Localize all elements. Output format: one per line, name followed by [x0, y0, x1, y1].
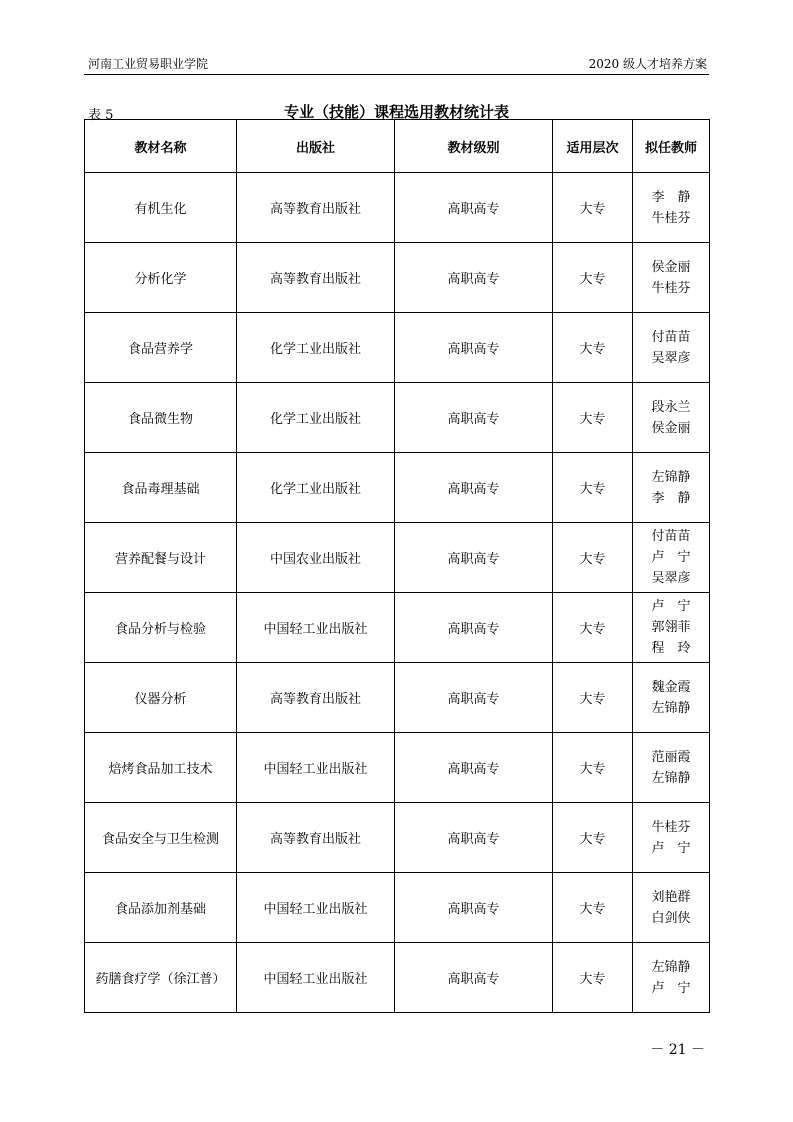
textbook-table: [84, 119, 710, 1013]
textbook-level-cell: 高职高专: [395, 173, 553, 243]
teacher-name: 侯金丽: [651, 420, 691, 436]
textbook-name-cell: 焙烤食品加工技术: [85, 733, 237, 803]
column-header-applicable-tier: 适用层次: [553, 120, 633, 173]
table-row: [85, 313, 710, 383]
textbook-name-cell: 食品营养学: [85, 313, 237, 383]
applicable-tier-cell: 大专: [553, 593, 633, 663]
applicable-tier-cell: 大专: [553, 243, 633, 313]
teacher-name: 刘艳群: [651, 889, 691, 905]
textbook-level-cell: 高职高专: [395, 243, 553, 313]
teacher-name: 吴翠彦: [651, 571, 691, 586]
publisher-cell: 中国农业出版社: [237, 523, 395, 593]
table-label: 表 5: [88, 108, 114, 123]
teacher-name: 段永兰: [651, 399, 691, 415]
teachers-cell: [633, 663, 710, 733]
textbook-level-cell: 高职高专: [395, 523, 553, 593]
publisher-cell: 化学工业出版社: [237, 383, 395, 453]
teacher-name: 程 玲: [651, 641, 691, 656]
teacher-name: 郭翎菲: [651, 620, 691, 635]
publisher-cell: 高等教育出版社: [237, 173, 395, 243]
textbook-name-cell: 食品分析与检验: [85, 593, 237, 663]
teacher-list: [651, 596, 690, 659]
teacher-name: 卢 宁: [651, 550, 691, 565]
table-row: [85, 453, 710, 523]
applicable-tier-cell: 大专: [553, 173, 633, 243]
teacher-name: 白剑侠: [651, 910, 691, 926]
teacher-name: 李 静: [651, 189, 691, 205]
publisher-cell: 中国轻工业出版社: [237, 943, 395, 1013]
applicable-tier-cell: 大专: [553, 663, 633, 733]
table-header-row: [85, 120, 710, 173]
teacher-list: [651, 467, 690, 509]
table-body: [85, 173, 710, 1013]
table-row: [85, 593, 710, 663]
table-row: [85, 243, 710, 313]
textbook-level-cell: 高职高专: [395, 593, 553, 663]
teacher-name: 牛桂芬: [651, 210, 691, 226]
teachers-cell: [633, 243, 710, 313]
teachers-cell: [633, 733, 710, 803]
teacher-name: 魏金霞: [651, 679, 691, 695]
table-row: [85, 523, 710, 593]
table-row: [85, 383, 710, 453]
teacher-list: [651, 817, 690, 859]
table-title: 专业（技能）课程选用教材统计表: [283, 103, 509, 121]
textbook-level-cell: 高职高专: [395, 733, 553, 803]
publisher-cell: 高等教育出版社: [237, 803, 395, 873]
applicable-tier-cell: 大专: [553, 523, 633, 593]
publisher-cell: 高等教育出版社: [237, 663, 395, 733]
teacher-name: 卢 宁: [651, 840, 691, 856]
textbook-level-cell: 高职高专: [395, 313, 553, 383]
textbook-level-cell: 高职高专: [395, 873, 553, 943]
teachers-cell: [633, 873, 710, 943]
applicable-tier-cell: 大专: [553, 313, 633, 383]
teacher-name: 左锦静: [651, 959, 691, 975]
applicable-tier-cell: 大专: [553, 383, 633, 453]
header-divider: [84, 74, 709, 75]
teachers-cell: [633, 313, 710, 383]
table-row: [85, 663, 710, 733]
textbook-name-cell: 仪器分析: [85, 663, 237, 733]
textbook-name-cell: 分析化学: [85, 243, 237, 313]
applicable-tier-cell: 大专: [553, 873, 633, 943]
teacher-list: [651, 677, 690, 719]
teacher-name: 牛桂芬: [651, 280, 691, 296]
teacher-list: [651, 957, 690, 999]
page-number: － 21 －: [650, 1042, 705, 1058]
publisher-cell: 中国轻工业出版社: [237, 593, 395, 663]
teachers-cell: [633, 383, 710, 453]
publisher-cell: 中国轻工业出版社: [237, 733, 395, 803]
teachers-cell: [633, 593, 710, 663]
textbook-name-cell: 食品安全与卫生检测: [85, 803, 237, 873]
textbook-level-cell: 高职高专: [395, 453, 553, 523]
column-header-teachers: 拟任教师: [633, 120, 710, 173]
teacher-name: 牛桂芬: [651, 819, 691, 835]
teacher-list: [651, 187, 690, 229]
table-row: [85, 943, 710, 1013]
textbook-level-cell: 高职高专: [395, 663, 553, 733]
teacher-name: 左锦静: [651, 469, 691, 485]
teacher-list: [651, 257, 690, 299]
teacher-name: 付苗苗: [651, 529, 691, 544]
applicable-tier-cell: 大专: [553, 733, 633, 803]
applicable-tier-cell: 大专: [553, 453, 633, 523]
teacher-name: 李 静: [651, 490, 691, 506]
publisher-cell: 中国轻工业出版社: [237, 873, 395, 943]
teacher-name: 卢 宁: [651, 980, 691, 996]
textbook-name-cell: 药膳食疗学（徐江普）: [85, 943, 237, 1013]
teacher-name: 侯金丽: [651, 259, 691, 275]
teachers-cell: [633, 803, 710, 873]
teacher-name: 范丽霞: [651, 749, 691, 765]
table-row: [85, 873, 710, 943]
teacher-list: [651, 747, 690, 789]
publisher-cell: 化学工业出版社: [237, 313, 395, 383]
applicable-tier-cell: 大专: [553, 943, 633, 1013]
applicable-tier-cell: 大专: [553, 803, 633, 873]
teachers-cell: [633, 173, 710, 243]
header-school-name: 河南工业贸易职业学院: [88, 57, 209, 71]
teachers-cell: [633, 523, 710, 593]
teacher-name: 左锦静: [651, 700, 691, 716]
publisher-cell: 化学工业出版社: [237, 453, 395, 523]
textbook-name-cell: 有机生化: [85, 173, 237, 243]
table-row: [85, 173, 710, 243]
teacher-name: 吴翠彦: [651, 350, 691, 366]
column-header-textbook-level: 教材级别: [395, 120, 553, 173]
column-header-textbook-name: 教材名称: [85, 120, 237, 173]
textbook-name-cell: 食品微生物: [85, 383, 237, 453]
publisher-cell: 高等教育出版社: [237, 243, 395, 313]
teacher-list: [651, 526, 690, 589]
textbook-name-cell: 食品毒理基础: [85, 453, 237, 523]
teachers-cell: [633, 453, 710, 523]
teacher-list: [651, 397, 690, 439]
textbook-name-cell: 营养配餐与设计: [85, 523, 237, 593]
teacher-list: [651, 327, 690, 369]
teacher-name: 卢 宁: [651, 599, 691, 614]
header-plan-title: 2020 级人才培养方案: [588, 57, 707, 71]
table-row: [85, 803, 710, 873]
teacher-name: 左锦静: [651, 770, 691, 786]
textbook-level-cell: 高职高专: [395, 803, 553, 873]
teacher-name: 付苗苗: [651, 329, 691, 345]
textbook-name-cell: 食品添加剂基础: [85, 873, 237, 943]
teacher-list: [651, 887, 690, 929]
table-row: [85, 733, 710, 803]
column-header-publisher: 出版社: [237, 120, 395, 173]
teachers-cell: [633, 943, 710, 1013]
textbook-level-cell: 高职高专: [395, 383, 553, 453]
textbook-level-cell: 高职高专: [395, 943, 553, 1013]
